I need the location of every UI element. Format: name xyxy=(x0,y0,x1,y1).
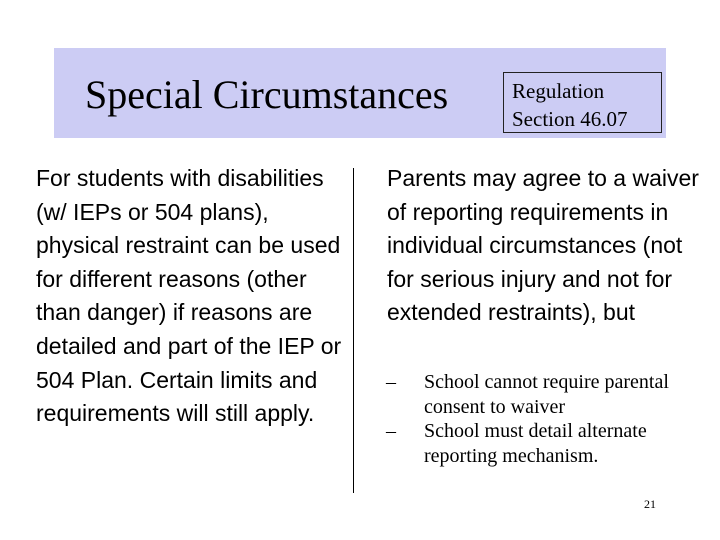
left-column-text: For students with disabilities (w/ IEPs or 504 plans), physical restraint can be used for different reasons (other than danger) if reasons are detailed and part of the IEP or 504 Plan. Certain limits and requirements will still apply. xyxy=(36,165,342,427)
regulation-section: Section 46.07 xyxy=(512,107,628,131)
bullet-list xyxy=(386,370,686,468)
right-column-text: Parents may agree to a waiver of reporting requirements in individual circumstances (not for serious injury and not for extended restraints), but xyxy=(387,165,699,326)
slide-title: Special Circumstances xyxy=(85,72,449,117)
bullet-text: School cannot require parental consent to waiver xyxy=(424,371,669,418)
dash-marker: – xyxy=(386,371,396,393)
regulation-box xyxy=(503,72,662,133)
page-number: 21 xyxy=(644,497,656,511)
bullet-item xyxy=(386,370,686,419)
bullet-item xyxy=(386,419,686,468)
regulation-label: Regulation xyxy=(512,79,605,103)
bullet-text: School must detail alternate reporting mechanism. xyxy=(424,420,647,467)
column-divider xyxy=(353,168,354,493)
dash-marker: – xyxy=(386,420,396,442)
